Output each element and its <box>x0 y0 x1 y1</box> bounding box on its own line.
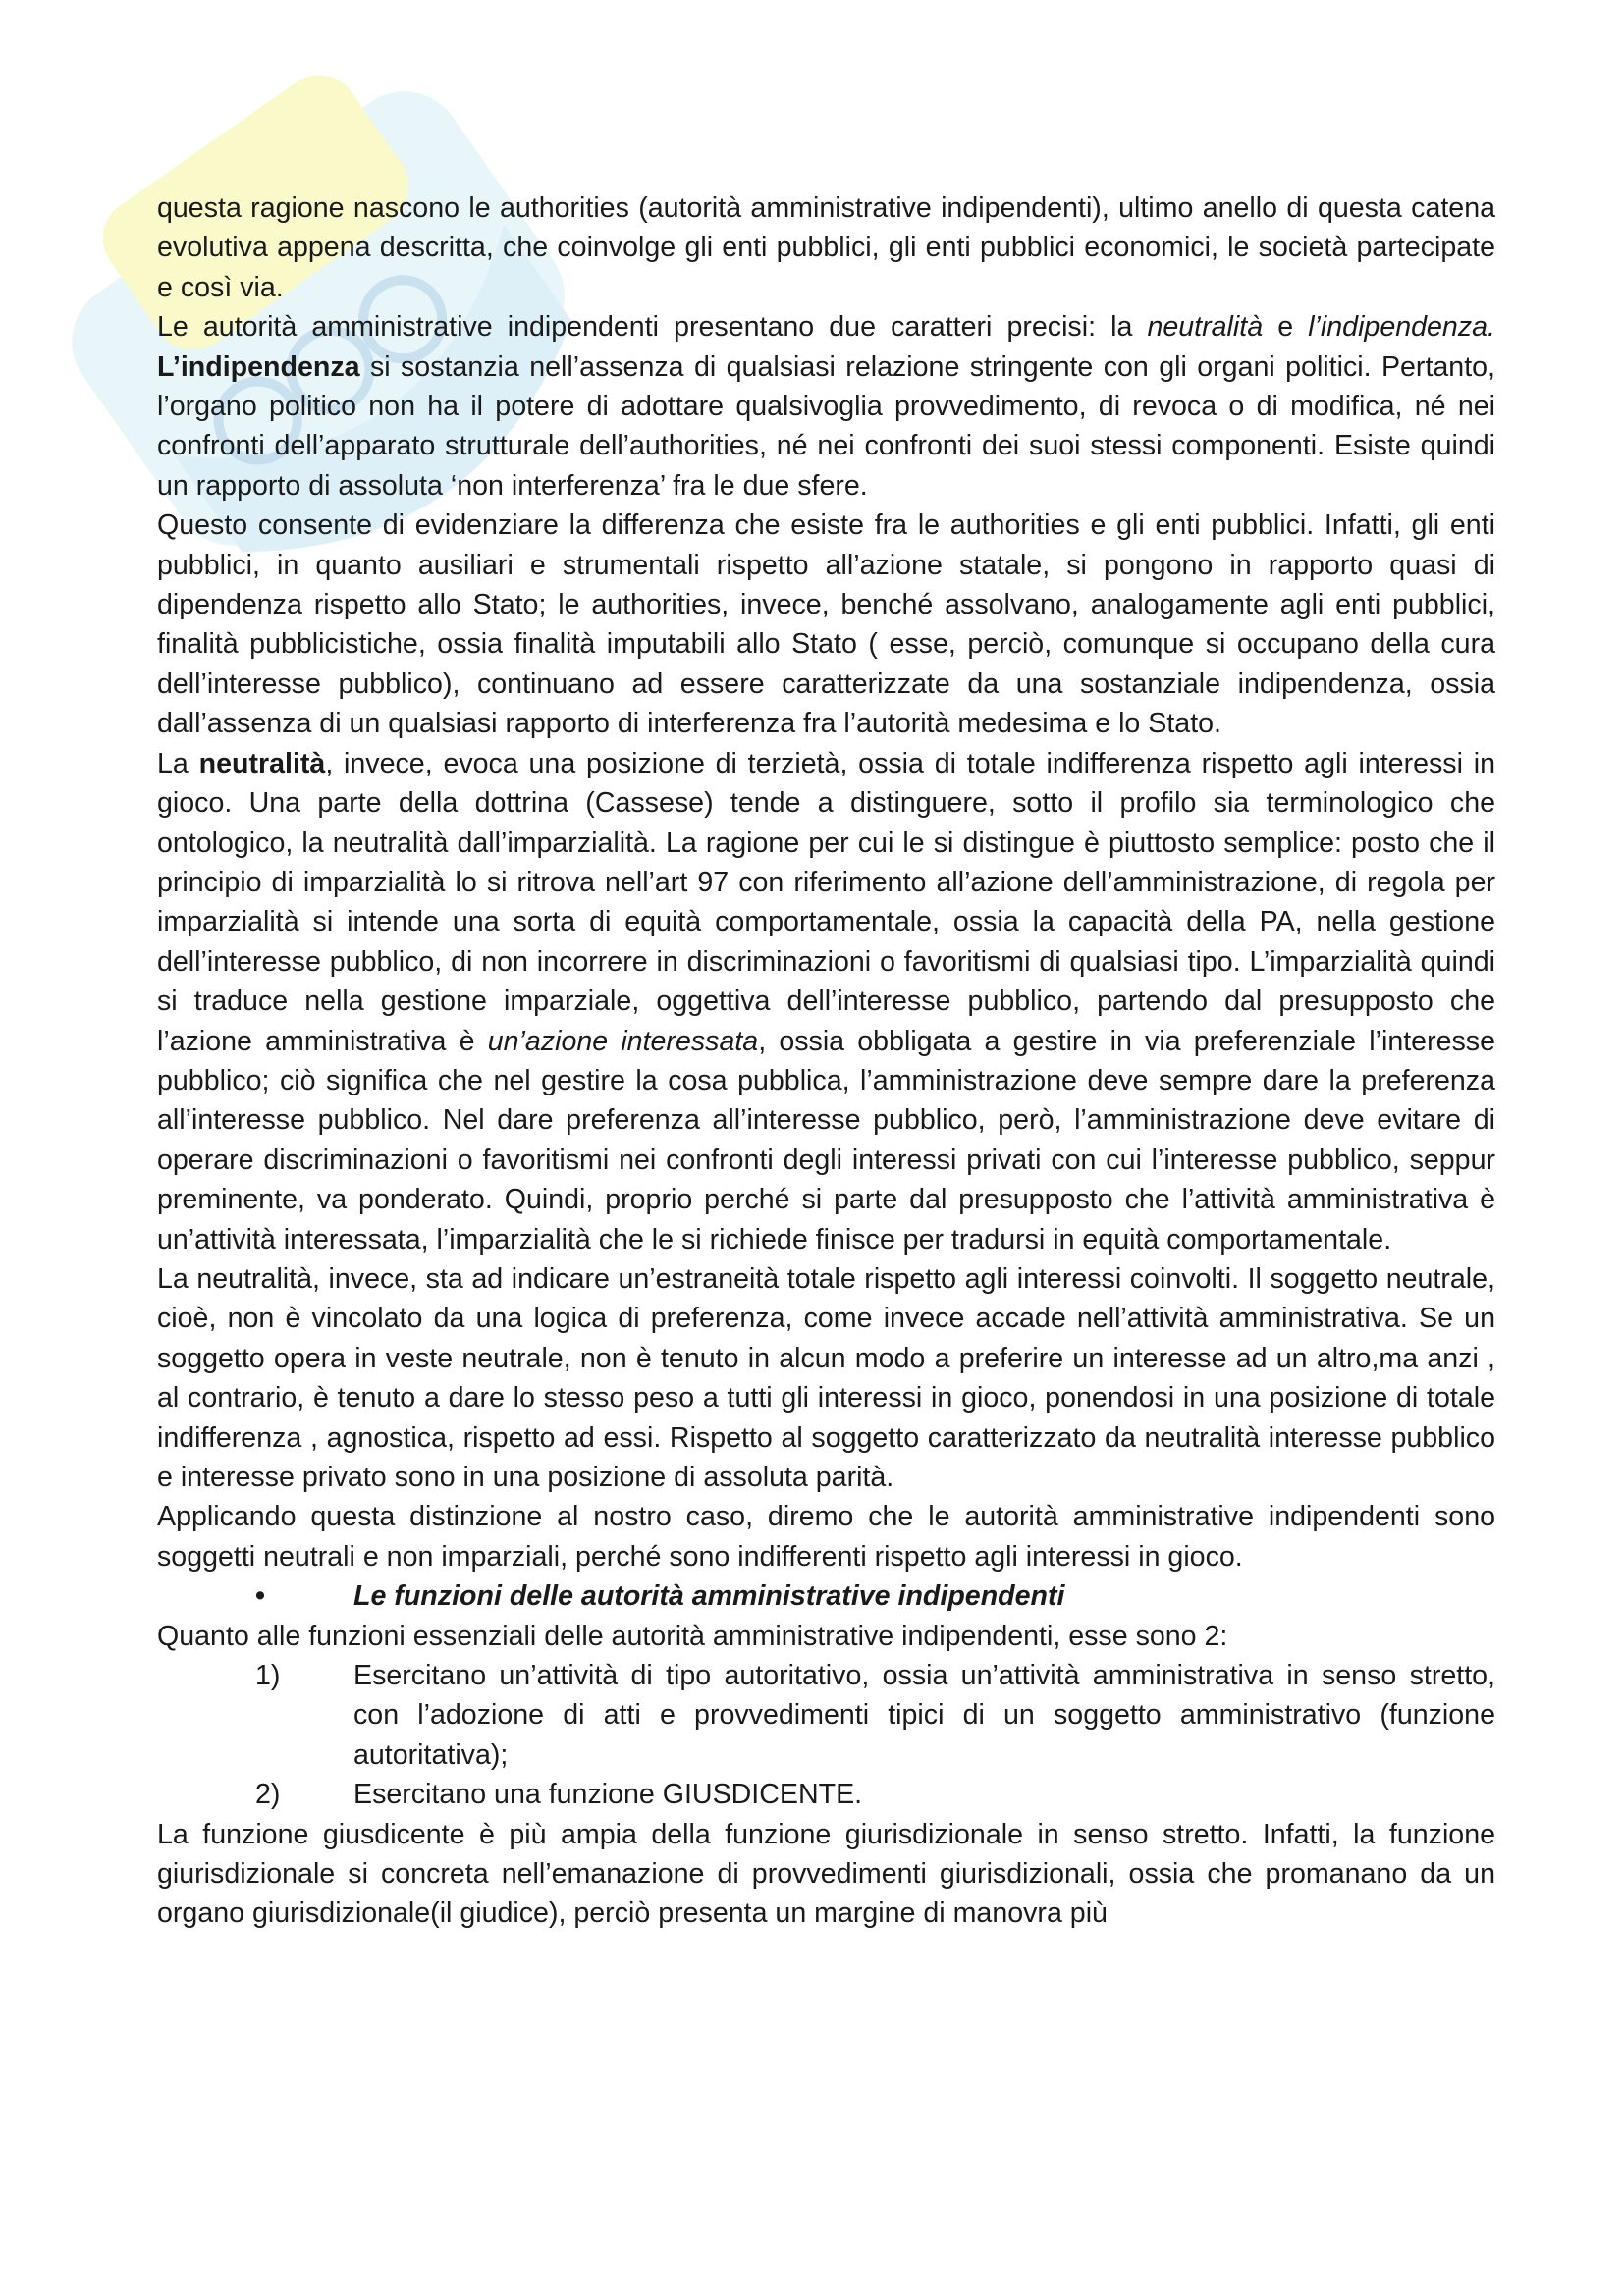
paragraph-2-text-a: Le autorità amministrative indipendenti presentano due caratteri precisi: la <box>157 311 1148 344</box>
list-item <box>157 1656 1495 1775</box>
bullet-icon: • <box>255 1580 266 1613</box>
paragraph-6: Applicando questa distinzione al nostro caso, diremo che le autorità amministrative indipendenti sono soggetti neutrali e non imparziali, perché sono indifferenti rispetto agli interessi in gioco. <box>157 1501 1495 1573</box>
list-item-number: 2) <box>255 1779 281 1811</box>
term-neutralita-bold: neutralità <box>198 747 326 779</box>
section-heading-text: Le funzioni delle autorità amministrative indipendenti <box>353 1580 1065 1613</box>
paragraph-2-text-g: si sostanzia nell’assenza di qualsiasi relazione stringente con gli organi politici. Pertanto, l’organo politico non ha il potere di adottare qualsivoglia provvedimento, di revoca o di modifica, né nei confronti dell’apparato strutturale dell’authorities, né nei confronti dei suoi stessi componenti. Esiste quindi un rapporto di assoluta ‘non interferenza’ fra le due sfere. <box>157 350 1495 502</box>
paragraph-2-text-c: e <box>1263 311 1309 344</box>
term-azione-interessata-italic: un’azione interessata <box>487 1025 759 1057</box>
paragraph-7: Quanto alle funzioni essenziali delle autorità amministrative indipendenti, esse sono 2: <box>157 1620 1228 1652</box>
list-item-text: Esercitano un’attività di tipo autoritativo, ossia un’attività amministrativa in senso stretto, con l’adozione di atti e provvedimenti tipici di un soggetto amministrativo (funzione autoritativa); <box>353 1660 1495 1771</box>
paragraph-1: questa ragione nascono le authorities (autorità amministrative indipendenti), ultimo anello di questa catena evolutiva appena descritta, che coinvolge gli enti pubblici, gli enti pubblici economici, le società partecipate e così via. <box>157 192 1495 303</box>
paragraph-2 <box>157 307 1495 506</box>
list-item <box>157 1775 1495 1814</box>
term-indipendenza-italic: l’indipendenza. <box>1308 311 1495 344</box>
section-heading <box>157 1576 1495 1616</box>
paragraph-4-text-a: La <box>157 747 199 779</box>
paragraph-4-text-c: , invece, evoca una posizione di terzietà, ossia di totale indifferenza rispetto agli interessi in gioco. Una parte della dottrina (Cassese) tende a distinguere, sotto il profilo sia terminologico che ontologico, la neutralità dall’imparzialità. La ragione per cui le si distingue è piuttosto semplice: posto che il principio di imparzialità lo si ritrova nell’art 97 con riferimento all’azione dell’amministrazione, di regola per imparzialità si intende una sorta di equità comportamentale, ossia la capacità della PA, nella gestione dell’interesse pubblico, di non incorrere in discriminazioni o favoritismi di qualsiasi tipo. L’imparzialità quindi si traduce nella gestione imparziale, oggettiva dell’interesse pubblico, partendo dal presupposto che l’azione amministrativa è <box>157 747 1496 1057</box>
list-item-text: Esercitano una funzione GIUSDICENTE. <box>353 1779 863 1811</box>
paragraph-4 <box>157 744 1495 1259</box>
paragraph-3: Questo consente di evidenziare la differenza che esiste fra le authorities e gli enti pubblici. Infatti, gli enti pubblici, in quanto ausiliari e strumentali rispetto all’azione statale, si pongono in rapporto quasi di dipendenza rispetto allo Stato; le authorities, invece, benché assolvano, analogamente agli enti pubblici, finalità pubblicistiche, ossia finalità imputabili allo Stato ( esse, perciò, comunque si occupano della cura dell’interesse pubblico), continuano ad essere caratterizzate da una sostanziale indipendenza, ossia dall’assenza di un qualsiasi rapporto di interferenza fra l’autorità medesima e lo Stato. <box>157 509 1495 740</box>
paragraph-4-text-e: , ossia obbligata a gestire in via preferenziale l’interesse pubblico; ciò significa che nel gestire la cosa pubblica, l’amministrazione deve sempre dare la preferenza all’interesse pubblico. Nel dare preferenza all’interesse pubblico, però, l’amministrazione deve evitare di operare discriminazioni o favoritismi nei confronti degli interessi privati con cui l’interesse pubblico, seppur preminente, va ponderato. Quindi, proprio perché si parte dal presupposto che l’attività amministrativa è un’attività interessata, l’imparzialità che le si richiede finisce per tradursi in equità comportamentale. <box>157 1025 1495 1255</box>
document-page <box>157 188 1495 1934</box>
paragraph-8: La funzione giusdicente è più ampia della funzione giurisdizionale in senso stretto. Infatti, la funzione giurisdizionale si concreta nell’emanazione di provvedimenti giurisdizionali, ossia che promanano da un organo giurisdizionale(il giudice), perciò presenta un margine di manovra più <box>157 1818 1495 1930</box>
term-neutralita-italic: neutralità <box>1147 311 1264 344</box>
list-item-number: 1) <box>255 1660 281 1692</box>
term-indipendenza-bold: L’indipendenza <box>157 350 360 383</box>
paragraph-5: La neutralità, invece, sta ad indicare un’estraneità totale rispetto agli interessi coinvolti. Il soggetto neutrale, cioè, non è vincolato da una logica di preferenza, come invece accade nell’attività amministrativa. Se un soggetto opera in veste neutrale, non è tenuto in alcun modo a preferire un interesse ad un altro,ma anzi , al contrario, è tenuto a dare lo stesso peso a tutti gli interessi in gioco, ponendosi in una posizione di totale indifferenza , agnostica, rispetto ad essi. Rispetto al soggetto caratterizzato da neutralità interesse pubblico e interesse privato sono in una posizione di assoluta parità. <box>157 1262 1495 1493</box>
